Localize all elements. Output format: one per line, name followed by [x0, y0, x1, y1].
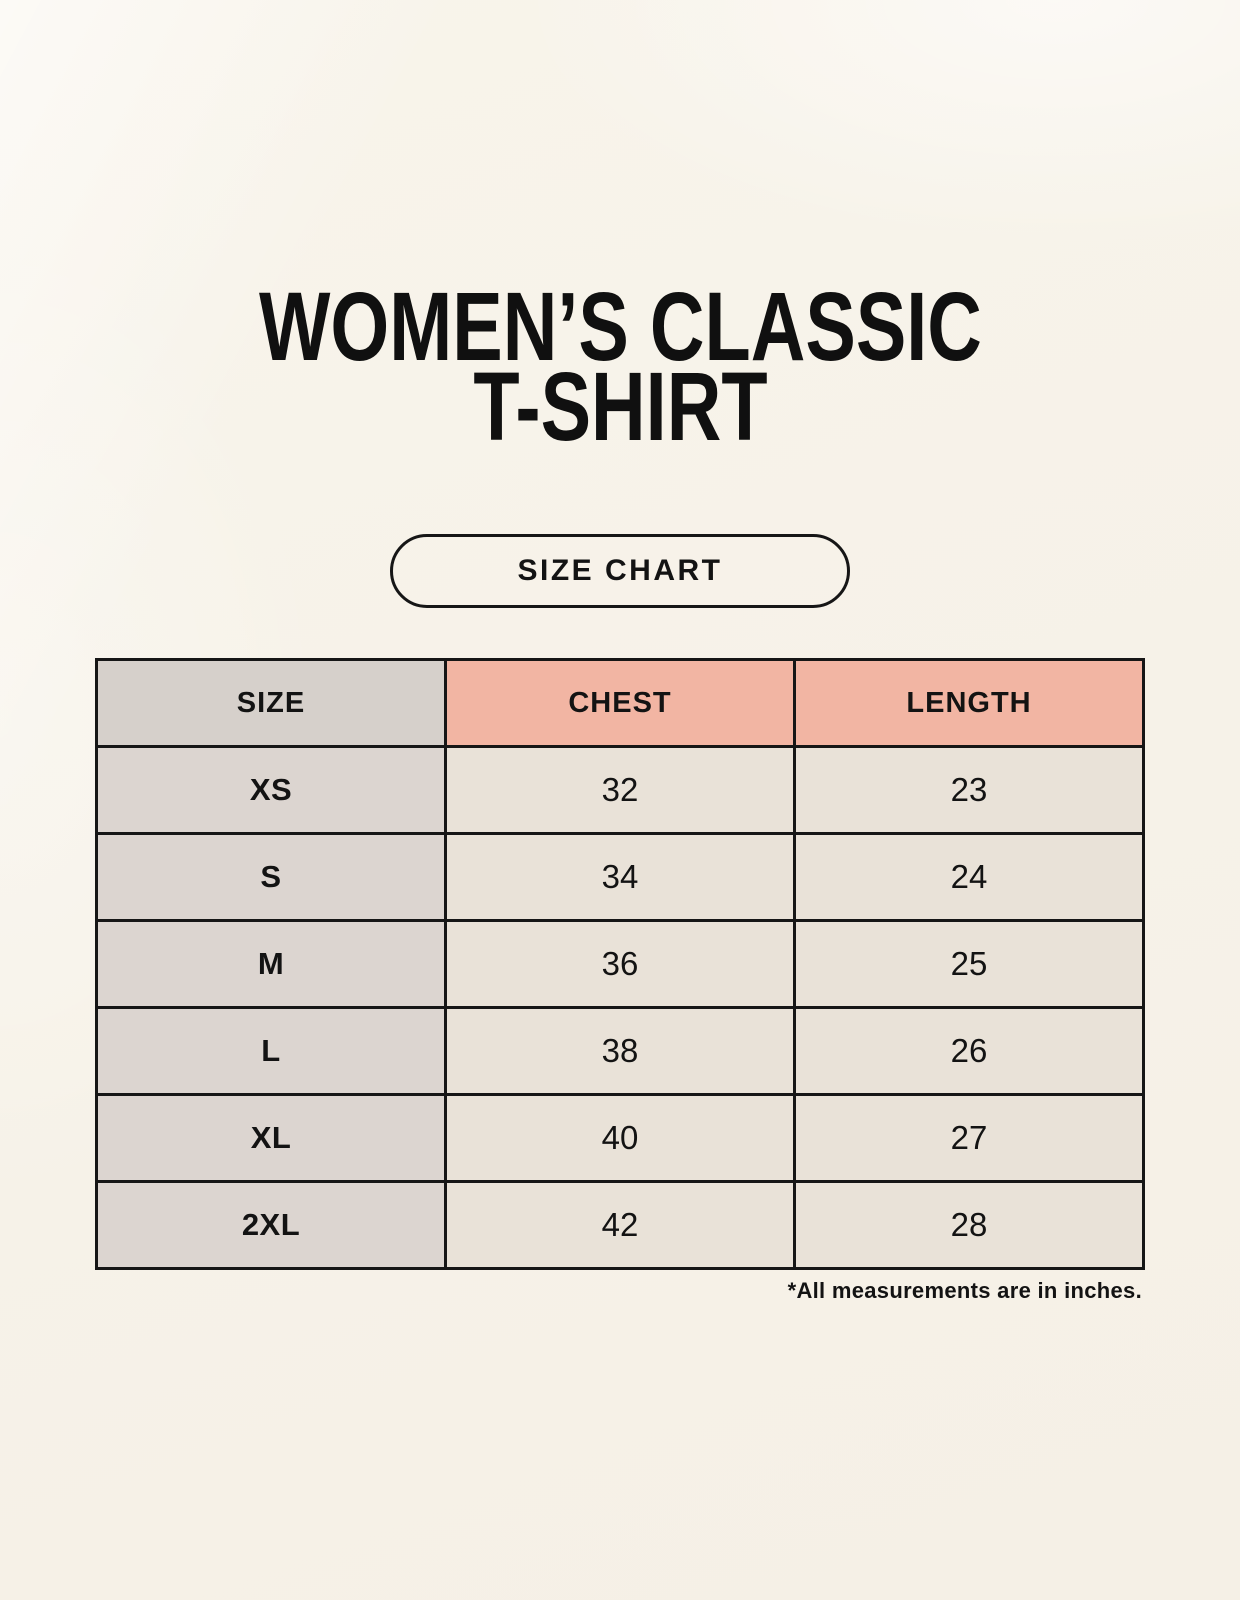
column-header-chest: CHEST — [446, 660, 795, 747]
size-cell: XS — [97, 747, 446, 834]
size-chart-table-container — [95, 658, 1145, 1270]
length-cell: 23 — [795, 747, 1144, 834]
chest-cell: 34 — [446, 834, 795, 921]
length-cell: 27 — [795, 1095, 1144, 1182]
size-cell: XL — [97, 1095, 446, 1182]
table-row — [97, 1095, 1144, 1182]
table-row — [97, 1182, 1144, 1269]
page-title-line2: T-SHIRT — [472, 352, 768, 461]
size-cell: S — [97, 834, 446, 921]
column-header-size: SIZE — [97, 660, 446, 747]
size-chart-button-label: SIZE CHART — [517, 554, 723, 587]
chest-cell: 36 — [446, 921, 795, 1008]
chest-cell: 40 — [446, 1095, 795, 1182]
size-cell: 2XL — [97, 1182, 446, 1269]
table-header-row — [97, 660, 1144, 747]
chest-cell: 38 — [446, 1008, 795, 1095]
column-header-length: LENGTH — [795, 660, 1144, 747]
table-row — [97, 834, 1144, 921]
page-title — [0, 272, 1240, 461]
size-chart-table — [95, 658, 1145, 1270]
table-row — [97, 921, 1144, 1008]
size-cell: L — [97, 1008, 446, 1095]
length-cell: 26 — [795, 1008, 1144, 1095]
page-title-line1: WOMEN’S CLASSIC — [258, 272, 982, 381]
measurements-footnote: *All measurements are in inches. — [787, 1278, 1142, 1303]
size-chart-button[interactable] — [390, 534, 850, 608]
table-row — [97, 1008, 1144, 1095]
length-cell: 24 — [795, 834, 1144, 921]
length-cell: 25 — [795, 921, 1144, 1008]
chest-cell: 32 — [446, 747, 795, 834]
length-cell: 28 — [795, 1182, 1144, 1269]
size-cell: M — [97, 921, 446, 1008]
chest-cell: 42 — [446, 1182, 795, 1269]
table-row — [97, 747, 1144, 834]
